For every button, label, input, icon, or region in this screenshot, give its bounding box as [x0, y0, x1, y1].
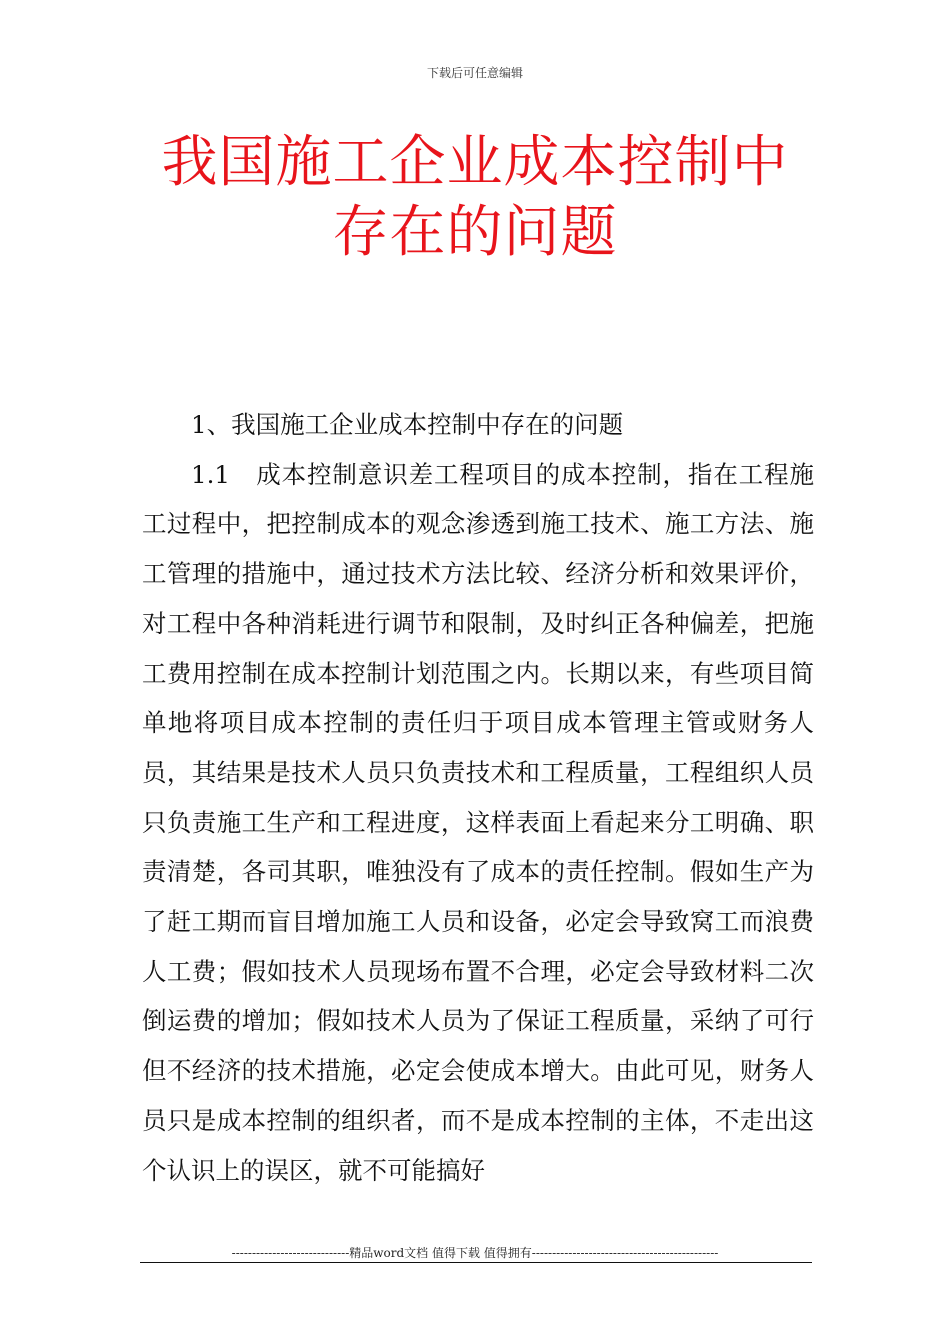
header-note: 下载后可任意编辑: [426, 66, 523, 80]
title-line-2: 存在的问题: [332, 200, 618, 265]
section-heading: 1、我国施工企业成本控制中存在的问题: [191, 410, 624, 439]
footer-divider: [140, 1262, 812, 1263]
document-title: [100, 128, 850, 268]
title-line-1: 我国施工企业成本控制中: [161, 130, 789, 195]
document-body: [142, 400, 814, 1195]
footer-note: -----------------------------精品word文档 值得下载 值得拥有----------------------------------------------: [231, 1246, 719, 1260]
paragraph-1-1: 1.1 成本控制意识差工程项目的成本控制，指在工程施工过程中，把控制成本的观念渗透到施工技术、施工方法、施工管理的措施中，通过技术方法比较、经济分析和效果评价，对工程中各种消耗进行调节和限制，及时纠正各种偏差，把施工费用控制在成本控制计划范围之内。长期以来，有些项目简单地将项目成本控制的责任归于项目成本管理主管或财务人员，其结果是技术人员只负责技术和工程质量，工程组织人员只负责施工生产和工程进度，这样表面上看起来分工明确、职责清楚，各司其职，唯独没有了成本的责任控制。假如生产为了赶工期而盲目增加施工人员和设备，必定会导致窝工而浪费人工费；假如技术人员现场布置不合理，必定会导致材料二次倒运费的增加；假如技术人员为了保证工程质量，采纳了可行但不经济的技术措施，必定会使成本增大。由此可见，财务人员只是成本控制的组织者，而不是成本控制的主体，不走出这个认识上的误区，就不可能搞好: [142, 459, 814, 1185]
